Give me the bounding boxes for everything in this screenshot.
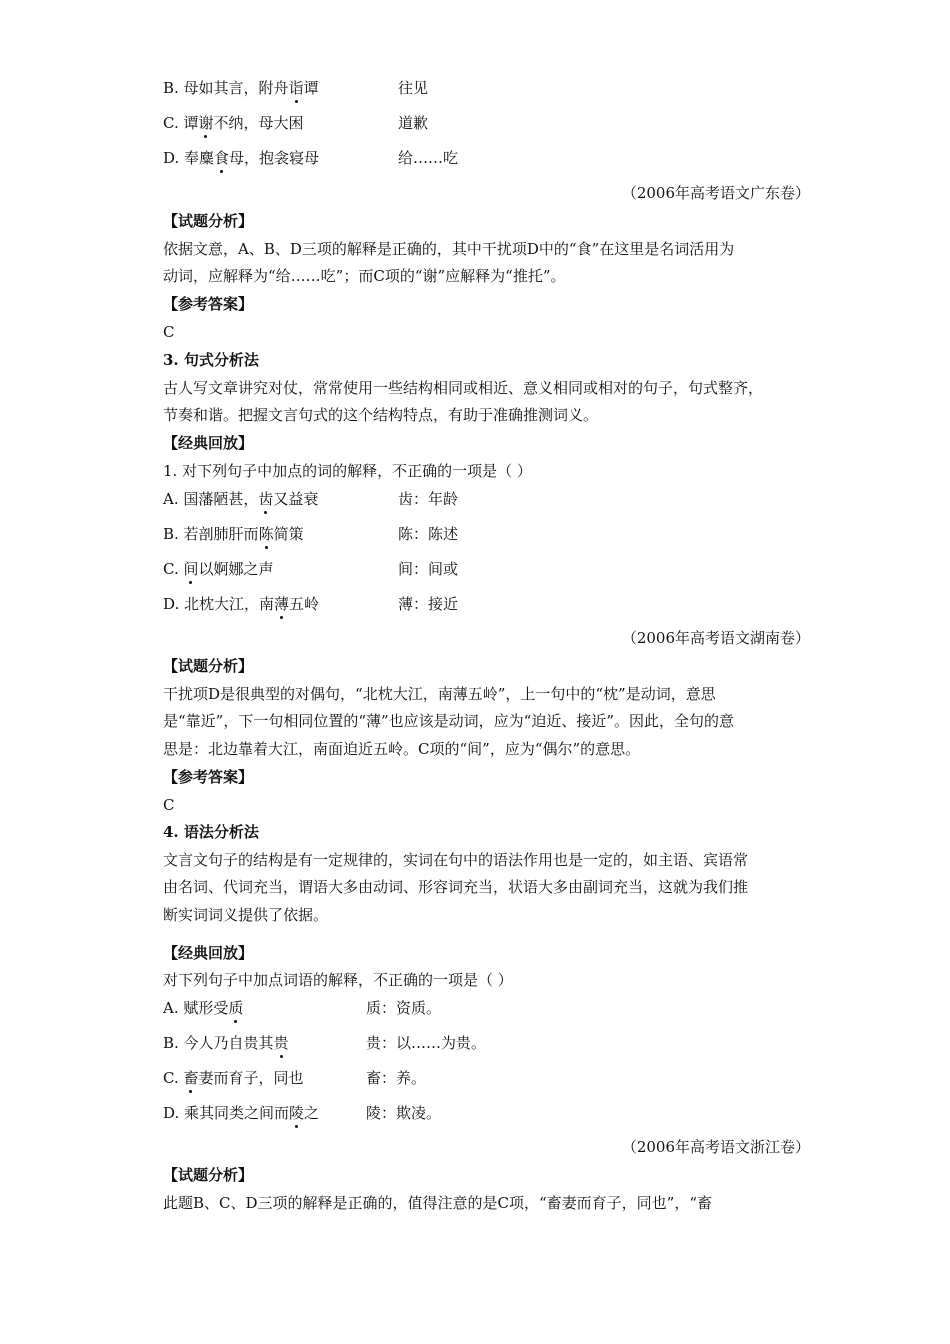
option-text: B. 若剖肺肝而 [163,525,259,543]
classic-heading: 【经典回放】 [163,944,254,962]
dotted-word: 食 [214,149,230,167]
dotted-word: 薄 [274,595,290,613]
dotted-word: 贵 [273,1034,289,1052]
option-text: D. 乘其同类之间而 [163,1104,290,1122]
analysis-line: 是“靠近”，下一句相同位置的“薄”也应该是动词，应为“迫近、接近”。因此，全句的意 [163,712,735,730]
option-d-gloss: 薄：接近 [398,595,459,613]
option-b-gloss: 陈：陈述 [398,525,459,543]
analysis-line: 此题B、C、D三项的解释是正确的，值得注意的是C项，“畜妻而育子，同也”，“畜 [163,1194,713,1212]
dotted-word: 畜 [183,1069,199,1087]
analysis-line: 思是：北边靠着大江，南面迫近五岭。C项的“间”，应为“偶尔”的意思。 [163,740,641,758]
option-a-gloss: 齿：年龄 [398,490,459,508]
option-b-gloss: 贵：以……为贵。 [366,1034,487,1052]
dotted-word: 齿 [258,490,274,508]
source-citation: （2006年高考语文浙江卷） [621,1138,810,1156]
option-a-gloss: 质：资质。 [366,999,442,1017]
dotted-word: 诣 [288,79,304,97]
option-text: 五岭 [289,595,320,613]
paragraph-line: 断实词词义提供了依据。 [163,906,329,924]
section-heading: 4. 语法分析法 [163,823,259,841]
source-citation: （2006年高考语文湖南卷） [621,629,810,647]
paragraph-line: 文言文句子的结构是有一定规律的，实词在句中的语法作用也是一定的，如主语、宾语常 [163,851,749,869]
analysis-heading: 【试题分析】 [163,212,254,230]
option-text: 之 [304,1104,320,1122]
option-text: 以婀娜之声 [198,560,274,578]
option-b [163,524,304,544]
option-text: 母，抱衾寝母 [229,149,320,167]
analysis-heading: 【试题分析】 [163,657,254,675]
option-d-gloss: 给……吃 [398,149,459,167]
option-text: 妻而育子，同也 [198,1069,304,1087]
analysis-line: 动词，应解释为“给……吃”；而C项的“谢”应解释为“推托”。 [163,267,566,285]
option-c-gloss: 间：间或 [398,560,459,578]
answer-value: C [163,323,175,341]
option-d [163,594,319,614]
dotted-word: 谢 [198,114,214,132]
paragraph-line: 由名词、代词充当，谓语大多由动词、形容词充当，状语大多由副词充当，这就为我们推 [163,878,749,896]
option-d [163,1103,319,1123]
option-c-gloss: 道歉 [398,114,429,132]
option-c [163,559,274,579]
option-text: B. 今人乃自贵其 [163,1034,274,1052]
option-d [163,148,319,168]
option-a [163,998,243,1018]
option-c [163,1068,304,1088]
option-text: 不纳，母大困 [213,114,304,132]
dotted-word: 间 [183,560,199,578]
paragraph-line: 节奏和谐。把握文言句式的这个结构特点，有助于准确推测词义。 [163,406,599,424]
option-text: 谭 [303,79,319,97]
answer-heading: 【参考答案】 [163,768,254,786]
option-b-gloss: 往见 [398,79,429,97]
option-text: 简策 [273,525,304,543]
question-line: 1. 对下列句子中加点的词的解释，不正确的一项是（ ） [163,462,532,480]
option-text: A. 赋形受 [163,999,229,1017]
option-text: A. 国藩陋甚， [163,490,259,508]
analysis-line: 依据文意，A、B、D三项的解释是正确的，其中干扰项D中的“食”在这里是名词活用为 [163,240,735,258]
option-a [163,489,318,509]
section-heading: 3. 句式分析法 [163,351,259,369]
option-text: 又益衰 [273,490,319,508]
question-line: 对下列句子中加点词语的解释，不正确的一项是（ ） [163,971,513,989]
option-text: C. 谭 [163,114,199,132]
answer-heading: 【参考答案】 [163,295,254,313]
source-citation: （2006年高考语文广东卷） [621,184,810,202]
answer-value: C [163,796,175,814]
paragraph-line: 古人写文章讲究对仗，常常使用一些结构相同或相近、意义相同或相对的句子，句式整齐， [163,379,764,397]
option-b [163,1033,289,1053]
option-c [163,113,304,133]
option-text: D. 奉麋 [163,149,215,167]
dotted-word: 陈 [258,525,274,543]
dotted-word: 质 [228,999,244,1017]
option-text: C. [163,1069,184,1087]
option-text: C. [163,560,184,578]
classic-heading: 【经典回放】 [163,434,254,452]
option-b [163,78,319,98]
analysis-heading: 【试题分析】 [163,1166,254,1184]
analysis-line: 干扰项D是很典型的对偶句，“北枕大江，南薄五岭”，上一句中的“枕”是动词，意思 [163,685,716,703]
option-text: B. 母如其言，附舟 [163,79,289,97]
option-c-gloss: 畜：养。 [366,1069,427,1087]
option-text: D. 北枕大江，南 [163,595,275,613]
option-d-gloss: 陵：欺凌。 [366,1104,442,1122]
dotted-word: 陵 [289,1104,305,1122]
